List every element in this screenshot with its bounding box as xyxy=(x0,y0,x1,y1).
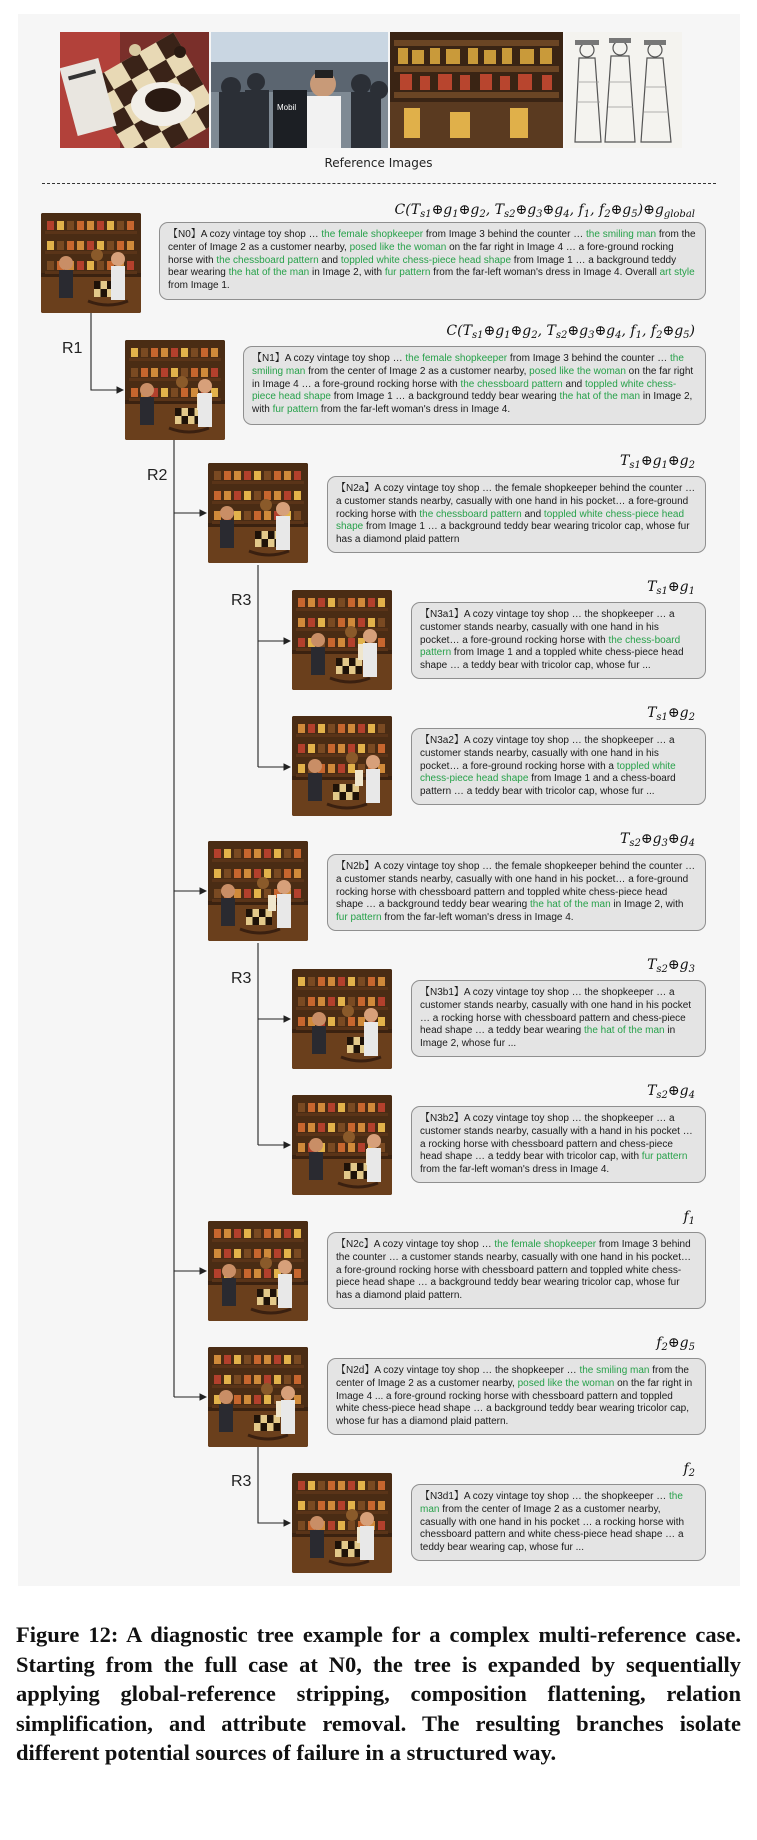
formula-n2d: $f_2\oplus g_5$ xyxy=(656,1335,695,1353)
formula-n3b2: $T_{s2}\oplus g_4$ xyxy=(647,1083,695,1101)
node-box-n2c: 【N2c】A cozy vintage toy shop … the female shopkeeper from Image 3 behind the counter … a customer stands nearby, casually with one hand in his pocket… a fore-ground rocking horse with chessboard pattern and toppled white chess-piece head shape … a background teddy bear wearing tricolor cap, whose fur has a diamond plaid pattern. xyxy=(327,1232,706,1309)
reference-image-racing-driver xyxy=(211,32,388,148)
thumbnail-n0 xyxy=(41,213,141,313)
thumbnail-n3b2 xyxy=(292,1095,392,1195)
formula-n2a: $T_{s1}\oplus g_1\oplus g_2$ xyxy=(620,453,695,471)
round-label-r3: R3 xyxy=(231,1473,252,1490)
node-box-n2b: 【N2b】A cozy vintage toy shop … the female shopkeeper behind the counter … a customer stands nearby, casually with one hand in his pocket… a fore-ground rocking horse with chessboard pattern and toppled white chess-piece head shape … a background teddy bear wearing the hat of the man in Image 2, with fur pattern from the far-left woman's dress in Image 4. xyxy=(327,854,706,931)
formula-n3d1: $f_2$ xyxy=(683,1461,695,1479)
node-box-n3d1: 【N3d1】A cozy vintage toy shop … the shopkeeper … the man from the center of Image 2 as a customer nearby, casually with one hand in his pocket … a rocking horse with chessboard pattern and white chess-piece head shape … a teddy bear wearing cap, whose fur ... xyxy=(411,1484,706,1561)
formula-n0: $C(T_{s1}\oplus g_1\oplus g_2$, $T_{s2}\oplus g_3\oplus g_4$, $f_1$, $f_2\oplus g_5)\oplus g_{global}$ xyxy=(394,202,695,220)
node-box-n3b1: 【N3b1】A cozy vintage toy shop … the shopkeeper … a customer stands nearby, casually with one hand in his pocket … a rocking horse with chessboard pattern and chess-piece head shape … a teddy bear wearing the hat of the man in Image 2, whose fur ... xyxy=(411,980,706,1057)
node-box-n1: 【N1】A cozy vintage toy shop … the female shopkeeper from Image 3 behind the counter … the smiling man from the center of Image 2 as a customer nearby, posed like the woman on the far right in Image 4 … a fore-ground rocking horse with the chessboard pattern and toppled white chess-piece head shape from Image 1 … a background teddy bear wearing the hat of the man in Image 2, with fur pattern from the far-left woman's dress in Image 4. xyxy=(243,346,706,425)
node-box-n0: 【N0】A cozy vintage toy shop … the female shopkeeper from Image 3 behind the counter … the smiling man from the center of Image 2 as a customer nearby, posed like the woman on the far right in Image 4 … a fore-ground rocking horse with the chessboard pattern and toppled white chess-piece head shape from Image 1 … a background teddy bear wearing the hat of the man in Image 2, with fur pattern from the far-left woman's dress in Image 4. Overall art style from Image 1. xyxy=(159,222,706,300)
thumbnail-n1 xyxy=(125,340,225,440)
reference-image-vintage-women xyxy=(565,32,682,148)
node-box-n2a: 【N2a】A cozy vintage toy shop … the female shopkeeper behind the counter … a customer stands nearby, casually with one hand in his pocket… a fore-ground rocking horse with the chessboard pattern and toppled white chess-piece head shape from Image 1 … a background teddy bear wearing tricolor cap, whose fur has a diamond plaid pattern xyxy=(327,476,706,553)
round-label-r3: R3 xyxy=(231,592,252,609)
round-label-r1: R1 xyxy=(62,340,83,357)
thumbnail-n3b1 xyxy=(292,969,392,1069)
svg-text:Mobil: Mobil xyxy=(277,103,297,112)
round-label-r2: R2 xyxy=(147,467,168,484)
reference-image-chess-coffee xyxy=(60,32,209,148)
thumbnail-n3a2 xyxy=(292,716,392,816)
node-box-n3b2: 【N3b2】A cozy vintage toy shop … the shopkeeper … a customer stands nearby, casually with a hand in his pocket … a rocking horse with chessboard pattern and chess-piece head shape … a teddy bear with tricolor cap, with fur pattern from the far-left woman's dress in Image 4. xyxy=(411,1106,706,1183)
reference-image-toy-shop xyxy=(390,32,563,148)
thumbnail-n2d xyxy=(208,1347,308,1447)
formula-n1: $C(T_{s1}\oplus g_1\oplus g_2$, $T_{s2}\oplus g_3\oplus g_4$, $f_1$, $f_2\oplus g_5$) xyxy=(446,323,695,341)
formula-n3a2: $T_{s1}\oplus g_2$ xyxy=(647,705,695,723)
thumbnail-n3a1 xyxy=(292,590,392,690)
formula-n3a1: $T_{s1}\oplus g_1$ xyxy=(647,579,695,597)
reference-images-caption: Reference Images xyxy=(324,156,433,170)
node-box-n2d: 【N2d】A cozy vintage toy shop … the shopkeeper … the smiling man from the center of Image 2 as a customer nearby, posed like the woman on the far right in Image 4 ... a fore-ground rocking horse with chessboard pattern and toppled white chess-piece head shape … a background teddy bear wearing tricolor cap, whose fur has a diamond plaid pattern. xyxy=(327,1358,706,1435)
formula-n2b: $T_{s2}\oplus g_3\oplus g_4$ xyxy=(620,831,695,849)
node-box-n3a1: 【N3a1】A cozy vintage toy shop … the shopkeeper … a customer stands nearby, casually with one hand in his pocket… a fore-ground rocking horse with the chess-board pattern from Image 1 and a toppled white chess-piece head shape … a teddy bear with tricolor cap, whose fur ... xyxy=(411,602,706,679)
node-box-n3a2: 【N3a2】A cozy vintage toy shop … the shopkeeper … a customer stands nearby, casually with one hand in his pocket… a fore-ground rocking horse with a toppled white chess-piece head shape from Image 1 and a chess-board pattern … a teddy bear with tricolor cap, whose fur ... xyxy=(411,728,706,805)
thumbnail-n2b xyxy=(208,841,308,941)
dashed-separator xyxy=(42,183,716,184)
figure-caption: Figure 12: A diagnostic tree example for a complex multi-reference case. Starting from the full case at N0, the tree is expanded by sequentially applying global-reference stripping, composition flattening, relation simplification, and attribute removal. The resulting branches isolate different potential sources of failure in a structured way. xyxy=(16,1622,741,1765)
thumbnail-n3d1 xyxy=(292,1473,392,1573)
round-label-r3: R3 xyxy=(231,970,252,987)
formula-n3b1: $T_{s2}\oplus g_3$ xyxy=(647,957,695,975)
formula-n2c: $f_1$ xyxy=(683,1209,695,1227)
thumbnail-n2a xyxy=(208,463,308,563)
thumbnail-n2c xyxy=(208,1221,308,1321)
